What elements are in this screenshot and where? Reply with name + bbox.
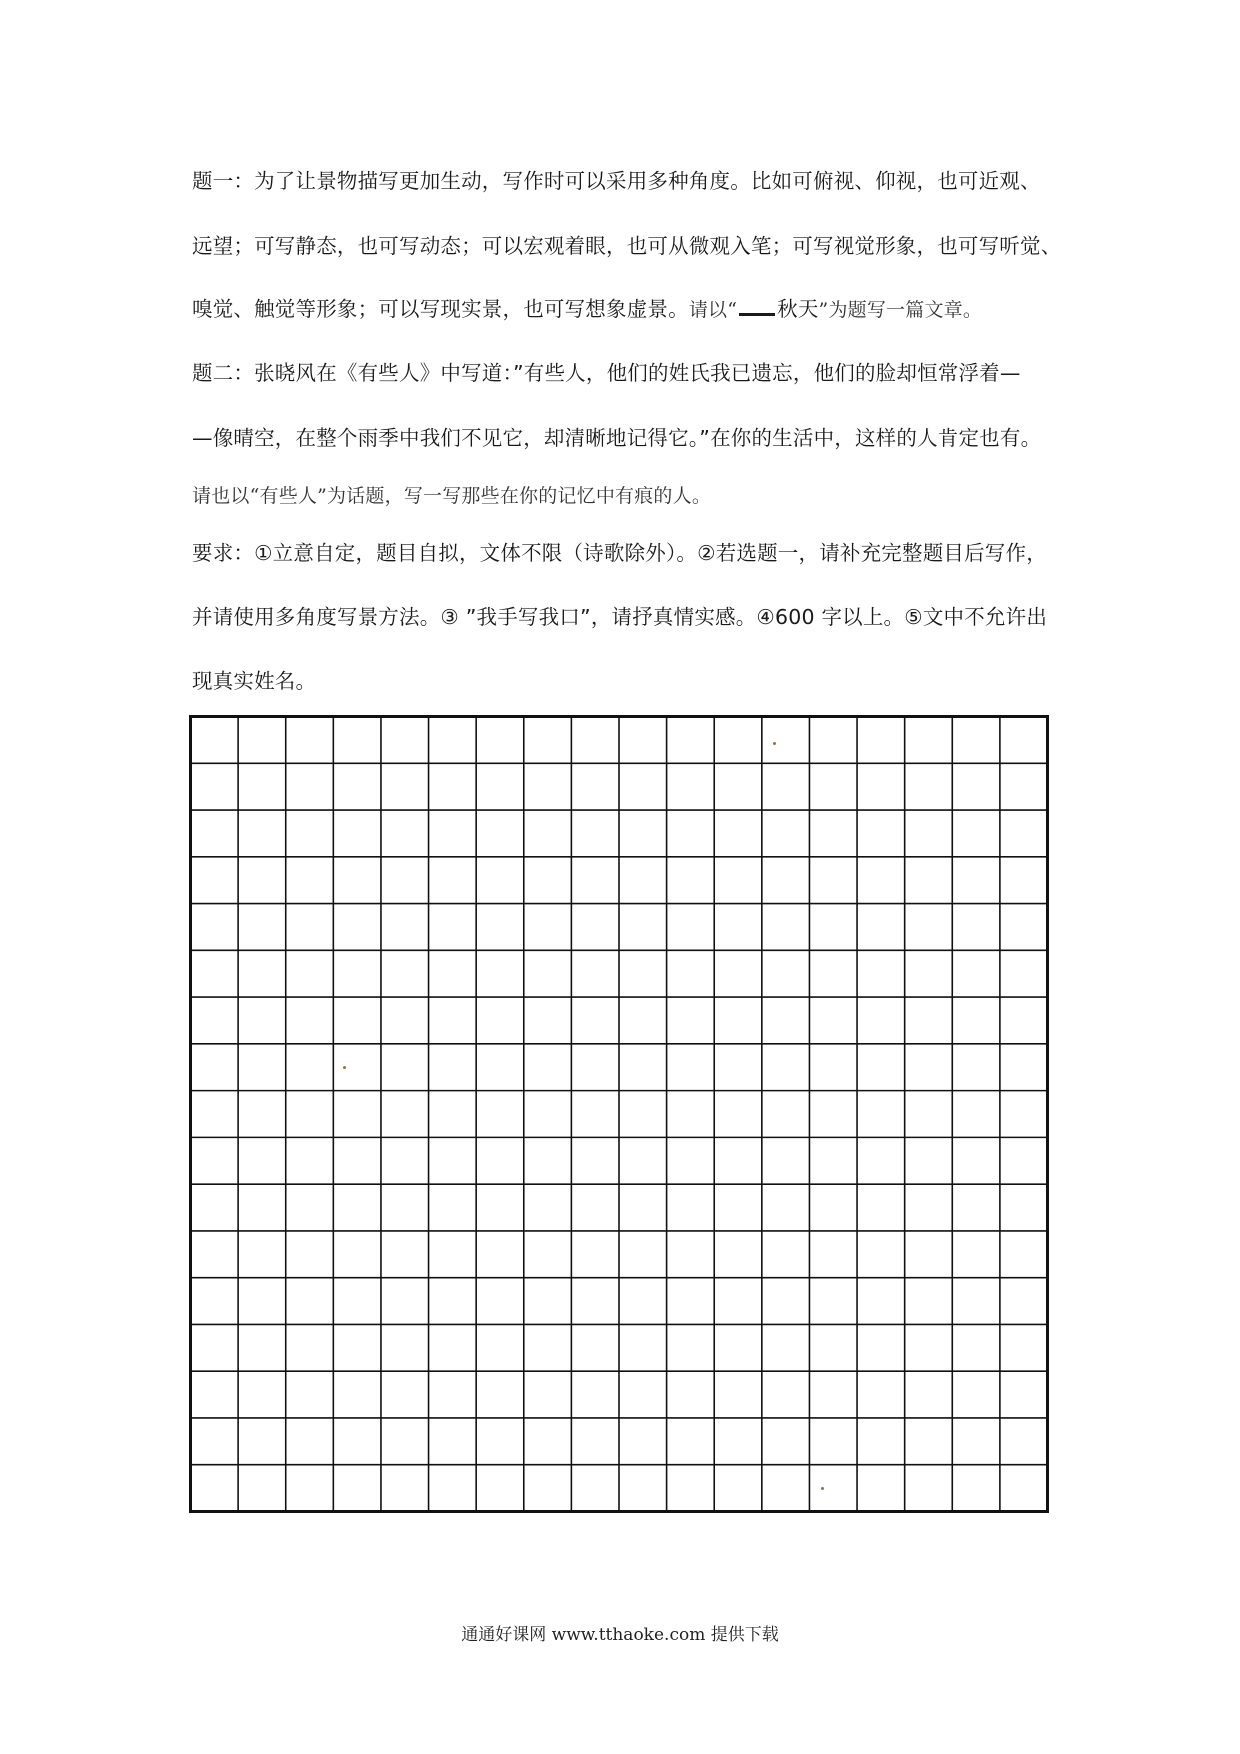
paper-speck xyxy=(821,1487,824,1490)
requirements-line2: 并请使用多角度写景方法。③ ”我手写我口”，请抒真情实感。④600 字以上。⑤文中不允许出 xyxy=(192,605,1048,629)
footer-credit: 通通好课网 www.tthaoke.com 提供下载 xyxy=(461,1625,779,1645)
paper-speck xyxy=(773,742,776,745)
topic1-instruction-open: 请以“ xyxy=(688,299,738,321)
topic1-title-word: 秋天 xyxy=(777,297,819,321)
title-blank xyxy=(739,295,775,316)
writing-grid-svg xyxy=(189,715,1049,1513)
topic2-line2: —像晴空，在整个雨季中我们不见它，却清晰地记得它。”在你的生活中，这样的人肯定也有。 xyxy=(192,426,1042,450)
topic2-line3: 请也以“有些人”为话题，写一写那些在你的记忆中有痕的人。 xyxy=(192,485,712,507)
topic1-instruction-close: ”为题写一篇文章。 xyxy=(818,299,983,321)
topic2-line1: 题二：张晓风在《有些人》中写道：”有些人，他们的姓氏我已遗忘，他们的脸却恒常浮着— xyxy=(192,361,1021,385)
writing-grid xyxy=(189,715,1049,1513)
requirements-line1: 要求：①立意自定，题目自拟，文体不限（诗歌除外）。②若选题一，请补充完整题目后写作， xyxy=(192,541,1047,565)
topic1-line3-main: 嗅觉、触觉等形象；可以写现实景，也可写想象虚景。 xyxy=(192,297,689,321)
topic1-line2: 远望；可写静态，也可写动态；可以宏观着眼，也可从微观入笔；可写视觉形象，也可写听觉、 xyxy=(192,234,1062,258)
paper-speck xyxy=(343,1066,346,1069)
topic1-line1: 题一：为了让景物描写更加生动，写作时可以采用多种角度。比如可俯视、仰视，也可近观、 xyxy=(192,169,1041,193)
requirements-line3: 现真实姓名。 xyxy=(192,669,317,693)
topic1-line3 xyxy=(192,294,982,325)
